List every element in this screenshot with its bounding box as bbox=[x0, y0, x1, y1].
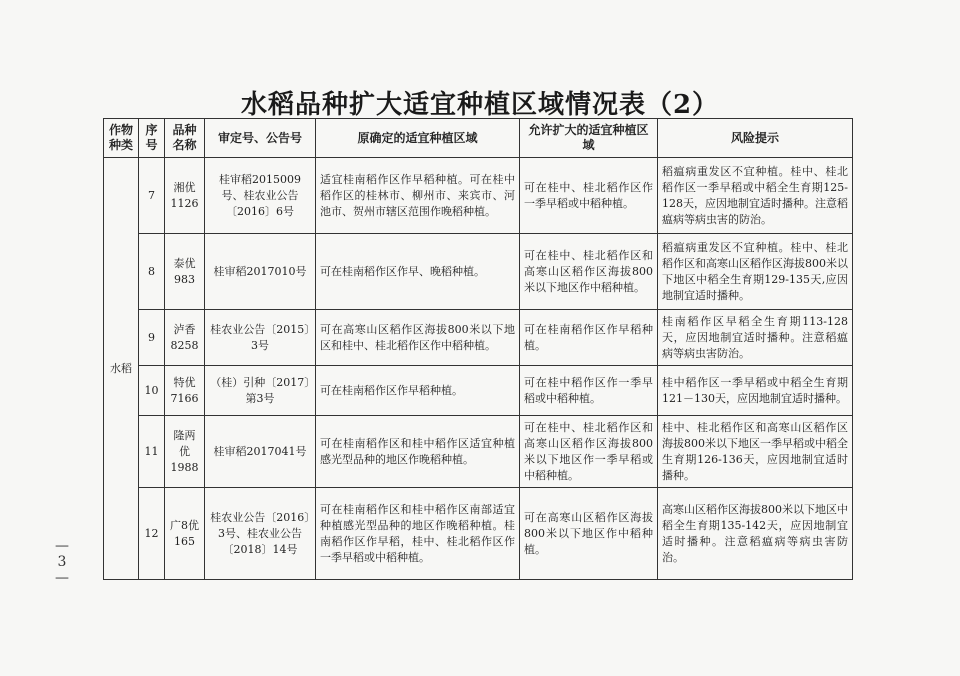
row-expanded-area: 可在桂中、桂北稻作区作一季早稻或中稻种植。 bbox=[520, 158, 658, 234]
row-risk: 稻瘟病重发区不宜种植。桂中、桂北稻作区和高寒山区稻作区海拔800米以下地区中稻全生育期129-135天,应因地制宜适时播种。 bbox=[658, 234, 853, 310]
page-title: 水稻品种扩大适宜种植区域情况表（2） bbox=[240, 90, 720, 120]
table-row bbox=[104, 366, 853, 416]
col-header-no: 序号 bbox=[139, 119, 165, 158]
col-header-approval: 审定号、公告号 bbox=[205, 119, 316, 158]
table-row bbox=[104, 234, 853, 310]
row-expanded-area: 可在桂中、桂北稻作区和高寒山区稻作区海拔800米以下地区作一季早稻或中稻种植。 bbox=[520, 416, 658, 488]
page-number: — 3 — bbox=[52, 538, 72, 586]
col-header-original-area: 原确定的适宜种植区域 bbox=[316, 119, 520, 158]
row-expanded-area: 可在桂南稻作区作早稻种植。 bbox=[520, 310, 658, 366]
row-original-area: 可在高寒山区稻作区海拔800米以下地区和桂中、桂北稻作区作中稻种植。 bbox=[316, 310, 520, 366]
col-header-expanded-area: 允许扩大的适宜种植区域 bbox=[520, 119, 658, 158]
row-no: 11 bbox=[139, 416, 165, 488]
row-variety: 泸香8258 bbox=[165, 310, 205, 366]
row-no: 12 bbox=[139, 488, 165, 580]
row-approval: 桂审稻2015009号、桂农业公告〔2016〕6号 bbox=[205, 158, 316, 234]
row-variety: 泰优983 bbox=[165, 234, 205, 310]
row-original-area: 可在桂南稻作区作早、晚稻种植。 bbox=[316, 234, 520, 310]
row-original-area: 可在桂南稻作区和桂中稻作区适宜种植感光型品种的地区作晚稻种植。 bbox=[316, 416, 520, 488]
table-row bbox=[104, 488, 853, 580]
crop-cell bbox=[104, 158, 139, 580]
col-header-risk: 风险提示 bbox=[658, 119, 853, 158]
row-expanded-area: 可在桂中稻作区作一季早稻或中稻种植。 bbox=[520, 366, 658, 416]
row-risk: 桂中稻作区一季早稻或中稻全生育期121－130天，应因地制宜适时播种。 bbox=[658, 366, 853, 416]
col-header-variety: 品种名称 bbox=[165, 119, 205, 158]
row-original-area: 适宜桂南稻作区作早稻种植。可在桂中稻作区的桂林市、柳州市、来宾市、河池市、贺州市辖区范围作晚稻种植。 bbox=[316, 158, 520, 234]
row-risk: 稻瘟病重发区不宜种植。桂中、桂北稻作区一季早稻或中稻全生育期125-128天，应因地制宜适时播种。注意稻瘟病等病虫害的防治。 bbox=[658, 158, 853, 234]
variety-table bbox=[103, 118, 853, 580]
row-risk: 桂南稻作区早稻全生育期113-128天，应因地制宜适时播种。注意稻瘟病等病虫害防治。 bbox=[658, 310, 853, 366]
table-header-row bbox=[104, 119, 853, 158]
row-risk: 桂中、桂北稻作区和高寒山区稻作区海拔800米以下地区一季早稻或中稻全生育期126-136天，应因地制宜适时播种。 bbox=[658, 416, 853, 488]
row-original-area: 可在桂南稻作区作早稻种植。 bbox=[316, 366, 520, 416]
row-variety: 广8优165 bbox=[165, 488, 205, 580]
table-row bbox=[104, 158, 853, 234]
row-no: 7 bbox=[139, 158, 165, 234]
row-variety: 隆两优1988 bbox=[165, 416, 205, 488]
row-expanded-area: 可在高寒山区稻作区海拔800米以下地区作中稻种植。 bbox=[520, 488, 658, 580]
row-approval: 桂农业公告〔2016〕3号、桂农业公告〔2018〕14号 bbox=[205, 488, 316, 580]
row-approval: 桂审稻2017010号 bbox=[205, 234, 316, 310]
row-risk: 高寒山区稻作区海拔800米以下地区中稻全生育期135-142天，应因地制宜适时播种。注意稻瘟病等病虫害防治。 bbox=[658, 488, 853, 580]
col-header-crop: 作物种类 bbox=[104, 119, 139, 158]
table-row bbox=[104, 416, 853, 488]
row-original-area: 可在桂南稻作区和桂中稻作区南部适宜种植感光型品种的地区作晚稻种植。桂南稻作区作早稻，桂中、桂北稻作区作一季早稻或中稻种植。 bbox=[316, 488, 520, 580]
page-number-value: 3 bbox=[57, 554, 67, 570]
row-approval: （桂）引种〔2017〕第3号 bbox=[205, 366, 316, 416]
row-approval: 桂审稻2017041号 bbox=[205, 416, 316, 488]
row-expanded-area: 可在桂中、桂北稻作区和高寒山区稻作区海拔800米以下地区作中稻种植。 bbox=[520, 234, 658, 310]
table-row bbox=[104, 310, 853, 366]
row-approval: 桂农业公告〔2015〕3号 bbox=[205, 310, 316, 366]
row-no: 9 bbox=[139, 310, 165, 366]
row-variety: 湘优1126 bbox=[165, 158, 205, 234]
row-no: 10 bbox=[139, 366, 165, 416]
row-variety: 特优7166 bbox=[165, 366, 205, 416]
crop-label: 水稻 bbox=[110, 361, 132, 375]
row-no: 8 bbox=[139, 234, 165, 310]
